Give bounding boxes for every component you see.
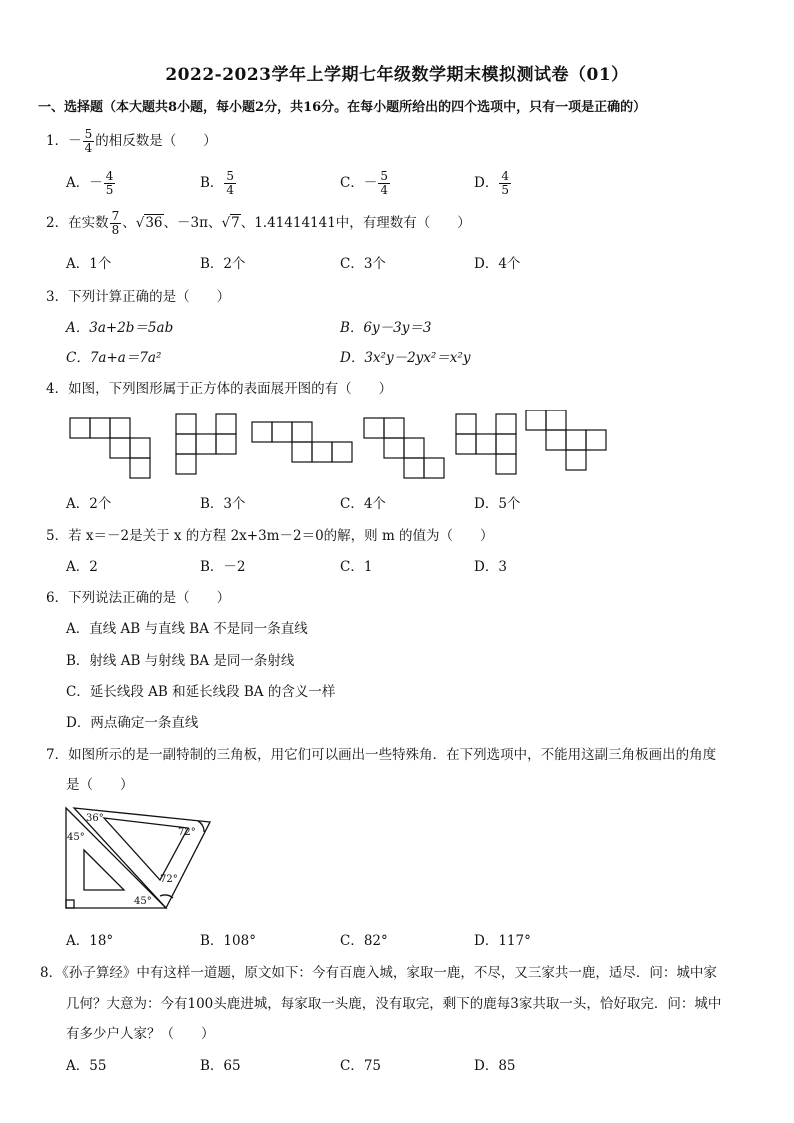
cube-net-5: [456, 414, 516, 474]
q5-option-a[interactable]: A．2: [66, 559, 98, 575]
question-5: 5．若 x＝－2是关于 x 的方程 2x+3m－2＝0的解，则 m 的值为（ ）: [46, 528, 494, 544]
q8-option-b[interactable]: B．65: [200, 1058, 241, 1074]
q1-option-b[interactable]: B． $\frac{5}{4}$: [200, 169, 235, 197]
q2-option-b[interactable]: B．2个: [200, 256, 246, 272]
section-heading: 一、选择题（本大题共8小题，每小题2分，共16分。在每小题所给出的四个选项中，只有一项是正确的）: [38, 100, 647, 115]
question-7-line-1: 7．如图所示的是一副特制的三角板，用它们可以画出一些特殊角．在下列选项中，不能用这副三角板画出的角度: [46, 747, 717, 763]
cube-net-3: [252, 422, 352, 462]
question-3: 3．下列计算正确的是（ ）: [46, 289, 231, 305]
question-7-line-2: 是（ ）: [66, 777, 134, 793]
cube-nets-figure: [66, 410, 626, 480]
q3-option-a[interactable]: A．3a+2b＝5ab: [66, 320, 174, 336]
q7-option-b[interactable]: B．108°: [200, 933, 256, 949]
triangle-rulers-figure: [60, 804, 220, 914]
question-1: [46, 128, 217, 155]
q6-option-c[interactable]: C．延长线段 AB 和延长线段 BA 的含义一样: [66, 684, 336, 700]
question-4: 4．如图，下列图形属于正方体的表面展开图的有（ ）: [46, 381, 393, 397]
cube-net-6: [526, 410, 606, 470]
angle-label-45: 45°: [134, 896, 152, 907]
q4-option-d[interactable]: D．5个: [474, 496, 521, 512]
question-text: 的相反数是（ ）: [95, 133, 217, 149]
question-8-line-3: 有多少户人家？（ ）: [66, 1026, 215, 1042]
q8-option-d[interactable]: D．85: [474, 1058, 516, 1074]
q5-option-b[interactable]: B．－2: [200, 559, 246, 575]
q6-option-b[interactable]: B．射线 AB 与射线 BA 是同一条射线: [66, 653, 295, 669]
q7-option-d[interactable]: D．117°: [474, 933, 531, 949]
q1-option-d[interactable]: D． $\frac{4}{5}$: [474, 169, 509, 197]
numerator: 5: [84, 127, 93, 141]
q6-option-a[interactable]: A．直线 AB 与直线 BA 不是同一条直线: [66, 621, 308, 637]
angle-label-36: 36°: [86, 813, 104, 824]
question-6: 6．下列说法正确的是（ ）: [46, 590, 231, 606]
q4-option-b[interactable]: B．3个: [200, 496, 246, 512]
q8-option-c[interactable]: C．75: [340, 1058, 382, 1074]
exam-title: 2022-2023学年上学期七年级数学期末模拟测试卷（01）: [165, 65, 629, 85]
q6-option-d[interactable]: D．两点确定一条直线: [66, 715, 199, 731]
denominator: 4: [84, 141, 93, 155]
q3-option-c[interactable]: C．7a+a＝7a²: [66, 350, 162, 366]
q4-option-c[interactable]: C．4个: [340, 496, 386, 512]
q4-option-a[interactable]: A．2个: [66, 496, 112, 512]
angle-label-72: 72°: [178, 827, 196, 838]
sqrt-symbol: √36: [135, 215, 163, 231]
question-2: 2．在实数 $\frac{7}{8}$ 、√36、－3π、√7、1.41414141中，有理数有（ ）: [46, 209, 471, 237]
question-number: 1．: [46, 133, 69, 149]
question-8-line-2: 几何？大意为：今有100头鹿进城，每家取一头鹿，没有取完，剩下的鹿每3家共取一头，恰好取完．问：城中: [66, 996, 722, 1012]
set-square-72-inner: [104, 818, 188, 880]
minus-sign: －: [68, 133, 82, 149]
fraction: $\frac{7}{8}$: [111, 209, 120, 237]
fraction: [83, 128, 95, 155]
cube-net-2: [176, 414, 236, 474]
cube-net-1: [70, 418, 150, 478]
q2-option-c[interactable]: C．3个: [340, 256, 386, 272]
q1-option-c[interactable]: C．－ $\frac{5}{4}$: [340, 169, 388, 197]
q2-option-a[interactable]: A．1个: [66, 256, 112, 272]
cube-net-4: [364, 418, 444, 478]
q7-option-a[interactable]: A．18°: [66, 933, 114, 949]
angle-label-72: 72°: [160, 874, 178, 885]
q3-option-b[interactable]: B．6y－3y＝3: [340, 320, 432, 336]
sqrt-symbol: √7: [221, 215, 240, 231]
angle-label-45: 45°: [67, 832, 85, 843]
q5-option-c[interactable]: C．1: [340, 559, 373, 575]
q3-option-d[interactable]: D．3x²y－2yx²＝x²y: [340, 350, 471, 366]
q1-option-a[interactable]: A．－ $\frac{4}{5}$: [66, 169, 114, 197]
angle-arc: [198, 821, 204, 832]
q2-option-d[interactable]: D．4个: [474, 256, 521, 272]
q7-option-c[interactable]: C．82°: [340, 933, 388, 949]
right-angle-mark: [66, 900, 74, 908]
q8-option-a[interactable]: A．55: [66, 1058, 107, 1074]
question-8-line-1: 8．《孙子算经》中有这样一道题，原文如下：今有百鹿入城，家取一鹿，不尽，又三家共一鹿，适尽．问：城中家: [40, 965, 717, 981]
q5-option-d[interactable]: D．3: [474, 559, 507, 575]
